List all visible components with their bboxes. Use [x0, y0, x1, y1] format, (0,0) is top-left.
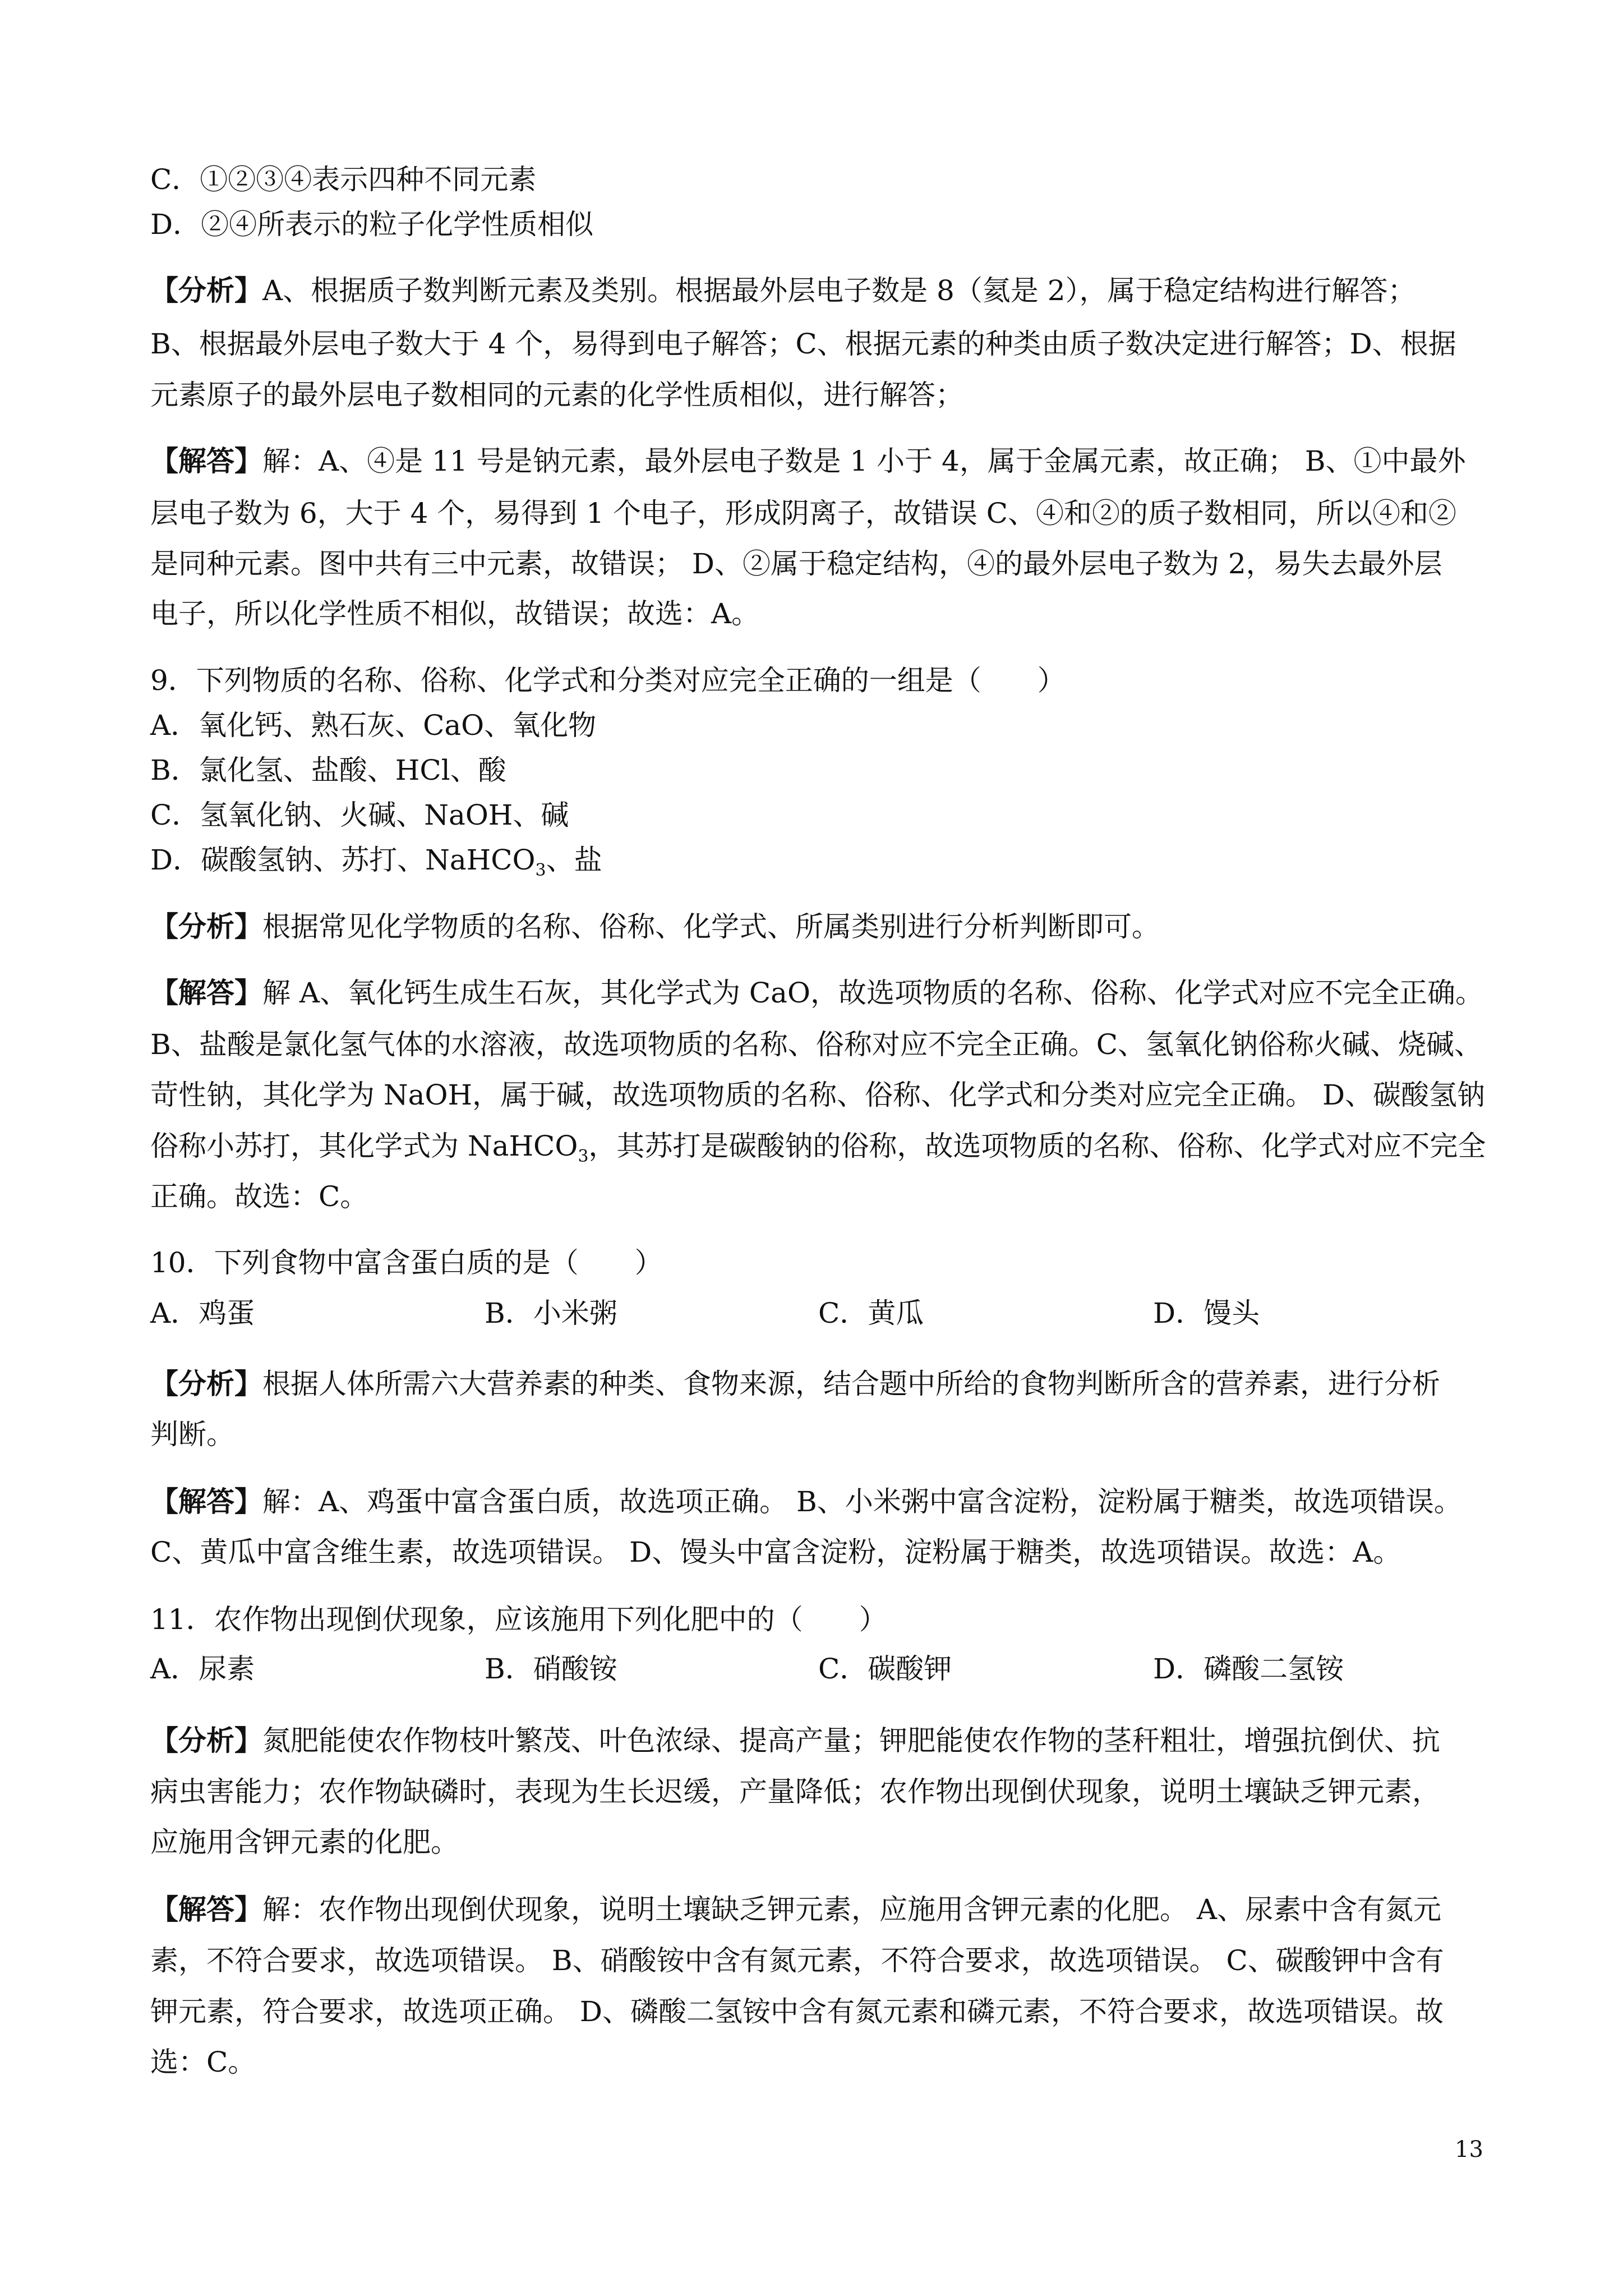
- q9-answer-line-5: 正确。故选：C。: [150, 1180, 368, 1213]
- q11-answer-line-3: 钾元素，符合要求，故选项正确。 D、磷酸二氢铵中含有氮元素和磷元素，不符合要求，故选项错误。故: [150, 1995, 1444, 2028]
- answer-tag: 【解答】: [150, 977, 262, 1009]
- q10-option-c: C．黄瓜: [818, 1297, 924, 1329]
- q11-stem: 11．农作物出现倒伏现象，应该施用下列化肥中的（ ）: [150, 1603, 887, 1636]
- q10-answer-line-2: C、黄瓜中富含维生素，故选项错误。 D、馒头中富含淀粉，淀粉属于糖类，故选项错误。故选：A。: [150, 1536, 1401, 1568]
- q10-option-d: D．馒头: [1153, 1297, 1260, 1329]
- q9-option-b: B．氯化氢、盐酸、HCl、酸: [150, 754, 506, 786]
- q11-answer-line-1: 【解答】解：农作物出现倒伏现象，说明土壤缺乏钾元素，应施用含钾元素的化肥。 A、尿素中含有氮元: [150, 1893, 1441, 1926]
- q9-option-a: A．氧化钙、熟石灰、CaO、氧化物: [150, 709, 597, 742]
- q8-answer-line-2: 层电子数为 6，大于 4 个，易得到 1 个电子，形成阴离子，故错误 C、④和②的质子数相同，所以④和②: [150, 497, 1457, 530]
- q9-answer-line-2: B、盐酸是氯化氢气体的水溶液，故选项物质的名称、俗称对应不完全正确。C、氢氧化钠俗称火碱、烧碱、: [150, 1028, 1482, 1061]
- q9-option-d: D．碳酸氢钠、苏打、NaHCO$_3$、盐: [150, 844, 602, 880]
- answer-tag: 【解答】: [150, 445, 262, 477]
- q11-answer-line-2: 素，不符合要求，故选项错误。 B、硝酸铵中含有氮元素，不符合要求，故选项错误。 C、碳酸钾中含有: [150, 1944, 1444, 1977]
- q8-option-d: D．②④所表示的粒子化学性质相似: [150, 208, 594, 241]
- q8-answer-line-3: 是同种元素。图中共有三中元素，故错误； D、②属于稳定结构，④的最外层电子数为 2，易失去最外层: [150, 547, 1442, 580]
- q11-analysis-line-1: 【分析】氮肥能使农作物枝叶繁茂、叶色浓绿、提高产量；钾肥能使农作物的茎秆粗壮，增强抗倒伏、抗: [150, 1724, 1440, 1757]
- q8-option-c: C．①②③④表示四种不同元素: [150, 163, 537, 196]
- q9-answer-line-4: 俗称小苏打，其化学式为 NaHCO$_3$，其苏打是碳酸钠的俗称，故选项物质的名称、俗称、化学式对应不完全: [150, 1130, 1486, 1166]
- analysis-tag: 【分析】: [150, 910, 262, 943]
- page-number: 13: [1455, 2137, 1483, 2162]
- analysis-tag: 【分析】: [150, 1368, 262, 1400]
- q10-analysis-line-2: 判断。: [150, 1418, 234, 1451]
- q8-analysis-line-3: 元素原子的最外层电子数相同的元素的化学性质相似，进行解答；: [150, 379, 963, 411]
- q8-analysis-line-1: 【分析】A、根据质子数判断元素及类别。根据最外层电子数是 8（氦是 2），属于稳定结构进行解答；: [150, 274, 1416, 307]
- q11-analysis-line-2: 病虫害能力；农作物缺磷时，表现为生长迟缓，产量降低；农作物出现倒伏现象，说明土壤缺乏钾元素，: [150, 1775, 1440, 1808]
- q9-stem: 9．下列物质的名称、俗称、化学式和分类对应完全正确的一组是（ ）: [150, 664, 1066, 697]
- q10-analysis-line-1: 【分析】根据人体所需六大营养素的种类、食物来源，结合题中所给的食物判断所含的营养素，进行分析: [150, 1368, 1440, 1400]
- q9-answer-line-3: 苛性钠，其化学为 NaOH，属于碱，故选项物质的名称、俗称、化学式和分类对应完全正确。 D、碳酸氢钠: [150, 1079, 1486, 1111]
- q8-answer-line-4: 电子，所以化学性质不相似，故错误；故选：A。: [150, 597, 760, 630]
- q10-stem: 10．下列食物中富含蛋白质的是（ ）: [150, 1246, 663, 1279]
- q11-analysis-line-3: 应施用含钾元素的化肥。: [150, 1826, 459, 1858]
- q11-answer-line-4: 选：C。: [150, 2046, 256, 2078]
- analysis-tag: 【分析】: [150, 274, 262, 307]
- q10-option-a: A．鸡蛋: [150, 1297, 255, 1329]
- analysis-tag: 【分析】: [150, 1724, 262, 1757]
- q8-answer-line-1: 【解答】解：A、④是 11 号是钠元素，最外层电子数是 1 小于 4，属于金属元素，故正确； B、①中最外: [150, 445, 1466, 477]
- q8-analysis-line-2: B、根据最外层电子数大于 4 个，易得到电子解答；C、根据元素的种类由质子数决定进行解答；D、根据: [150, 328, 1456, 360]
- q11-option-d: D．磷酸二氢铵: [1153, 1653, 1344, 1685]
- q10-option-b: B．小米粥: [485, 1297, 617, 1329]
- q9-analysis: 【分析】根据常见化学物质的名称、俗称、化学式、所属类别进行分析判断即可。: [150, 910, 1160, 943]
- answer-tag: 【解答】: [150, 1485, 262, 1518]
- q11-option-c: C．碳酸钾: [818, 1653, 952, 1685]
- q9-option-c: C．氢氧化钠、火碱、NaOH、碱: [150, 799, 569, 831]
- q10-answer-line-1: 【解答】解：A、鸡蛋中富含蛋白质，故选项正确。 B、小米粥中富含淀粉，淀粉属于糖类，故选项错误。: [150, 1485, 1462, 1518]
- q11-option-b: B．硝酸铵: [485, 1653, 617, 1685]
- q9-answer-line-1: 【解答】解 A、氧化钙生成生石灰，其化学式为 CaO，故选项物质的名称、俗称、化学式对应不完全正确。: [150, 977, 1483, 1009]
- q11-option-a: A．尿素: [150, 1653, 255, 1685]
- answer-tag: 【解答】: [150, 1893, 262, 1926]
